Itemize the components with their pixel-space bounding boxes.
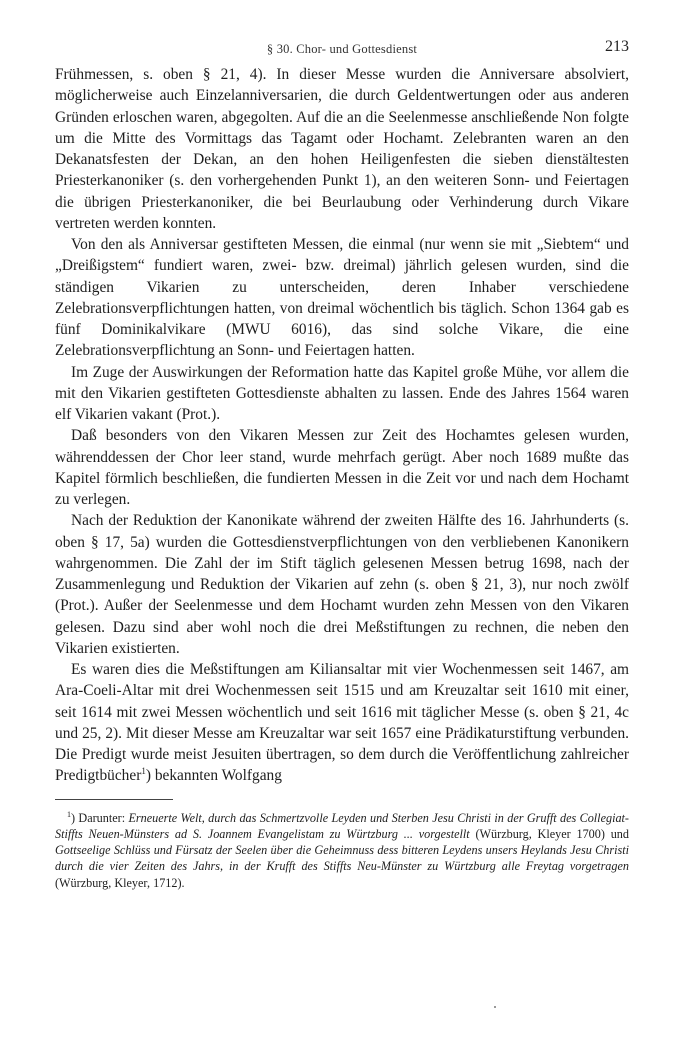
footnote-text: (Würzburg, Kleyer 1700) und — [469, 826, 629, 841]
footnote-divider — [55, 799, 173, 800]
scan-speck — [494, 1006, 496, 1008]
paragraph: Frühmessen, s. oben § 21, 4). In dieser Messe wurden die Anniversare absolviert, möglicherweise auch Einzelanniversarien, die durch Geldentwertungen oder aus anderen Gründen erloschen waren, abgegolten. Auf die an die Seelenmesse anschließende Non folgte um die Mitte des Vormittags das Tagamt oder Hochamt. Zelebranten waren an den Dekanatsfesten der Dekan, an den hohen Heiligenfesten die sieben dienstältesten Priesterkanoniker (s. den vorhergehenden Punkt 1), an den weiteren Sonn- und Feiertagen die übrigen Priesterkanoniker, die bei Beurlaubung oder Verhinderung durch Vikare vertreten werden konnten. — [55, 66, 629, 232]
paragraph-text: ) bekannten Wolfgang — [145, 767, 282, 785]
paragraph: Nach der Reduktion der Kanonikate während der zweiten Hälfte des 16. Jahrhunderts (s. oben § 17, 5a) wurden die Gottesdienstverpflichtungen von den verbliebenen Kanonikern wahrgenommen. Die Zahl der im Stift täglich gelesenen Messen betrug 1698, nach der Zusammenlegung und Reduktion der Vikarien auf zehn (s. oben § 21, 3), nur noch zwölf (Prot.). Außer der Seelenmesse und dem Hochamt wurden zehn Messen von den Vikaren gelesen. Dazu sind aber wohl noch die drei Meßstiftungen zu rechnen, die neben den Vikarien existierten. — [55, 512, 629, 657]
book-page — [55, 38, 629, 891]
footnote-book-title: Erneuerte Welt, durch das Schmertzvolle Leyden und Sterben Jesu Christi in der Grufft des Collegiat-Stiffts Neuen-Münsters ad S. Joannem Evangelistam zu Würtzburg ... vorgestellt — [55, 810, 629, 841]
page-number: 213 — [605, 38, 629, 55]
running-head: § 30. Chor- und Gottesdienst — [266, 42, 418, 56]
page-header — [55, 38, 629, 62]
footnote-text: (Würzburg, Kleyer, 1712). — [55, 875, 185, 890]
footnote-book-title: Gottseelige Schlüss und Fürsatz der Seelen über die Geheimnuss dess bitteren Leydens unsers Heylands Jesu Christi durch die vier Zeiten des Jahrs, in der Krufft des Stiffts Neu-Münster zu Würtzburg alle Freytag vorgetragen — [55, 843, 629, 874]
footnote-text: ) Darunter: — [71, 810, 129, 825]
paragraph — [55, 659, 629, 787]
footnote — [55, 810, 629, 891]
paragraph: Von den als Anniversar gestifteten Messen, die einmal (nur wenn sie mit „Siebtem“ und „Dreißigstem“ fundiert waren, zwei- bzw. dreimal) jährlich gelesen wurden, sind die ständigen Vikarien zu unterscheiden, deren Inhaber verschiedene Zelebrationsverpflichtungen hatten, von dreimal wöchentlich bis täglich. Schon 1364 gab es fünf Dominikalvikare (MWU 6016), das sind solche Vikare, die eine Zelebrationsverpflichtung an Sonn- und Feiertagen hatten. — [55, 236, 629, 360]
footnote-marker: 1 — [67, 809, 71, 819]
paragraph: Daß besonders von den Vikaren Messen zur Zeit des Hochamtes gelesen wurden, währenddessen der Chor leer stand, wurde mehrfach gerügt. Aber noch 1689 mußte das Kapitel förmlich beschließen, die fundierten Messen in die Zeit vor und nach dem Hochamt zu verlegen. — [55, 427, 629, 508]
body-text — [55, 64, 629, 787]
paragraph-text: Es waren dies die Meßstiftungen am Kiliansaltar mit vier Wochenmessen seit 1467, am Ara-Coeli-Altar mit drei Wochenmessen seit 1515 und am Kreuzaltar seit 1610 mit einer, seit 1614 mit zwei Messen wöchentlich und seit 1616 mit täglicher Messe (s. oben § 21, 4c und 25, 2). Mit dieser Messe am Kreuzaltar war seit 1657 eine Prädikaturstiftung verbunden. Die Predigt wurde meist Jesuiten übertragen, so dem durch die Veröffentlichung zahlreicher Predigtbücher — [55, 661, 629, 785]
paragraph: Im Zuge der Auswirkungen der Reformation hatte das Kapitel große Mühe, vor allem die mit den Vikarien gestifteten Gottesdienste abhalten zu lassen. Ende des Jahres 1564 waren elf Vikarien vakant (Prot.). — [55, 363, 629, 423]
footnote-reference: 1 — [141, 766, 146, 777]
